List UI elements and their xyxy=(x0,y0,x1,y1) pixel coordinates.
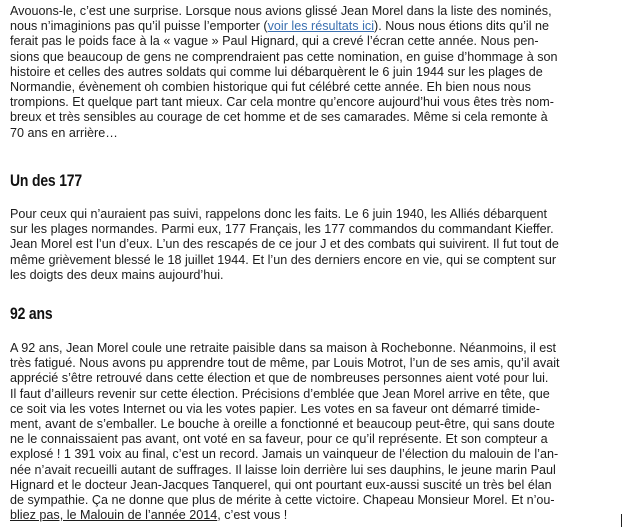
text-line: apprécié s’être retrouvé dans cette élection et que de nombreuses personnes aient voté pour lui. xyxy=(10,371,549,386)
section-one-paragraph xyxy=(10,207,616,283)
text-line: très fatigué. Nous avons pu apprendre tout de même, par Louis Motrot, l’un de ses amis, qu’il avait xyxy=(10,356,560,371)
text-line: trompions. Et quelque part tant mieux. Car cela montre qu’encore aujourd’hui vous êtes très nom- xyxy=(10,95,554,110)
text-line: même grièvement blessé le 18 juillet 1944. Et l’un des derniers encore en vie, qui se comptent sur xyxy=(10,252,557,267)
section-heading-92-ans: 92 ans xyxy=(10,304,53,323)
text-line: les doigts des deux mains aujourd’hui. xyxy=(10,267,224,282)
text-line: Avouons-le, c’est une surprise. Lorsque nous avions glissé Jean Morel dans la liste des nominés, xyxy=(10,4,552,18)
text-fragment: , c’est vous ! xyxy=(217,508,288,523)
text-line: Jean Morel est l’un d’eux. L’un des rescapés de ce jour J et des combats qui suivirent. Il fut tout de xyxy=(10,237,559,252)
text-fragment: nous n’imaginions pas qu’il puisse l’emporter ( xyxy=(10,19,268,34)
text-line: sur les plages normandes. Parmi eux, 177 Français, les 177 commandos du commandant Kieffer. xyxy=(10,222,554,237)
text-line: de sympathie. Ça ne donne que plus de mérite à cette victoire. Chapeau Monsieur Morel. Et n’ou- xyxy=(10,492,555,507)
text-cursor xyxy=(621,514,622,527)
text-line: explosé ! 1 391 voix au final, c’est un record. Jamais un vainqueur de l’élection du malouin de l’an- xyxy=(10,447,559,462)
text-line xyxy=(10,19,616,34)
text-line: Pour ceux qui n’auraient pas suivi, rappelons donc les faits. Le 6 juin 1940, les Alliés débarquent xyxy=(10,207,547,221)
text-line: ne le connaissaient pas avant, ont voté en sa faveur, pour ce qu’il représente. Et son compteur a xyxy=(10,432,548,447)
text-line: breux et très sensibles au courage de cet homme et de ses camarades. Même si cela remonte à xyxy=(10,110,548,125)
text-fragment: ). Nous nous étions dits qu’il ne xyxy=(374,19,550,34)
text-line: Il faut d’ailleurs revenir sur cette élection. Précisions d’emblée que Jean Morel arrive en tête, que xyxy=(10,386,550,401)
section-heading-un-des-177: Un des 177 xyxy=(10,171,82,190)
text-line: ce soit via les votes Internet ou via les votes papier. Les votes en sa faveur ont démarré timide- xyxy=(10,401,540,416)
text-line: ment, avant de s’emballer. Le bouche à oreille a fonctionné et beaucoup peut-être, qui sans doute xyxy=(10,416,555,431)
text-line: Normandie, évènement oh combien historique qui fut célébré cette année. Eh bien nous nous xyxy=(10,79,531,94)
text-line: A 92 ans, Jean Morel coule une retraite paisible dans sa maison à Rochebonne. Néanmoins, il est xyxy=(10,341,557,355)
text-line: histoire et celles des autres soldats qui comme lui débarquèrent le 6 juin 1944 sur les plages de xyxy=(10,64,543,79)
underlined-fragment: bliez pas, le Malouin de l’année 2014 xyxy=(10,508,218,523)
text-line: Hignard et le docteur Jean-Jacques Tanquerel, qui ont pourtant eux-aussi suscité un très bel élan xyxy=(10,477,552,492)
text-line xyxy=(10,508,616,523)
text-line: née n’avait recueilli autant de suffrages. Il laisse loin derrière lui ses dauphins, le jeune marin Paul xyxy=(10,462,556,477)
text-line: sions que beaucoup de gens ne comprendraient pas cette nomination, en guise d’hommage à son xyxy=(10,49,558,64)
text-line: 70 ans en arrière… xyxy=(10,125,118,140)
text-line: ferait pas le poids face à la « vague » Paul Hignard, qui a crevé l’écran cette année. Nous pen- xyxy=(10,34,539,49)
results-link[interactable]: voir les résultats ici xyxy=(267,19,374,34)
intro-paragraph xyxy=(10,4,616,141)
section-two-paragraph xyxy=(10,341,616,523)
